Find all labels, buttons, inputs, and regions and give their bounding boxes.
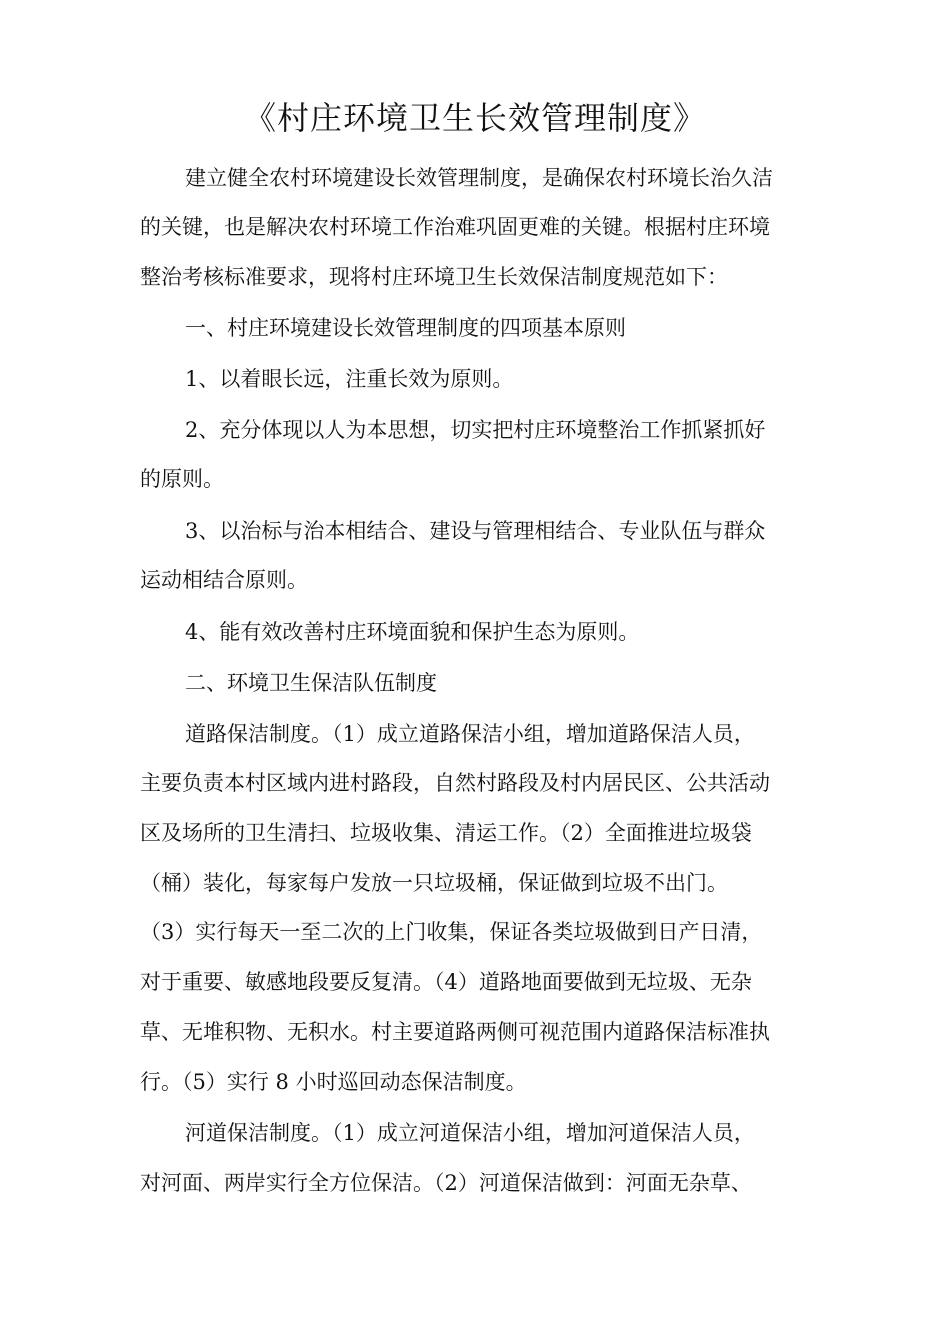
paragraph-line: 道路保洁制度。（1）成立道路保洁小组，增加道路保洁人员，: [185, 722, 755, 746]
paragraph-line: 主要负责本村区域内进村路段，自然村路段及村内居民区、公共活动: [140, 771, 770, 795]
list-item: 4、能有效改善村庄环境面貌和保护生态为原则。: [185, 620, 640, 644]
paragraph-line: 区及场所的卫生清扫、垃圾收集、清运工作。（2）全面推进垃圾袋: [140, 821, 752, 845]
paragraph-line: 整治考核标准要求，现将村庄环境卫生长效保洁制度规范如下：: [140, 265, 728, 289]
document-title: 《村庄环境卫生长效管理制度》: [243, 99, 706, 137]
paragraph-line: 的原则。: [140, 467, 224, 491]
list-item: 1、以着眼长远，注重长效为原则。: [185, 367, 514, 391]
section-heading-2: 二、环境卫生保洁队伍制度: [185, 671, 437, 695]
paragraph-line: 草、无堆积物、无积水。村主要道路两侧可视范围内道路保洁标准执: [140, 1020, 770, 1044]
list-item: 2、充分体现以人为本思想，切实把村庄环境整治工作抓紧抓好: [185, 418, 766, 442]
paragraph-line: 行。（5）实行 8 小时巡回动态保洁制度。: [140, 1070, 527, 1094]
paragraph-line: 建立健全农村环境建设长效管理制度，是确保农村环境长治久洁: [185, 166, 773, 190]
section-heading-1: 一、村庄环境建设长效管理制度的四项基本原则: [185, 316, 626, 340]
paragraph-line: （3）实行每天一至二次的上门收集，保证各类垃圾做到日产日清，: [140, 920, 763, 944]
paragraph-line: （桶）装化，每家每户发放一只垃圾桶，保证做到垃圾不出门。: [140, 871, 728, 895]
paragraph-line: 河道保洁制度。（1）成立河道保洁小组，增加河道保洁人员，: [185, 1121, 755, 1145]
paragraph-line: 运动相结合原则。: [140, 568, 308, 592]
paragraph-line: 的关键，也是解决农村环境工作治难巩固更难的关键。根据村庄环境: [140, 215, 770, 239]
paragraph-line: 对于重要、敏感地段要反复清。（4）道路地面要做到无垃圾、无杂: [140, 970, 752, 994]
list-item: 3、以治标与治本相结合、建设与管理相结合、专业队伍与群众: [185, 519, 766, 543]
paragraph-line: 对河面、两岸实行全方位保洁。（2）河道保洁做到：河面无杂草、: [140, 1171, 752, 1195]
